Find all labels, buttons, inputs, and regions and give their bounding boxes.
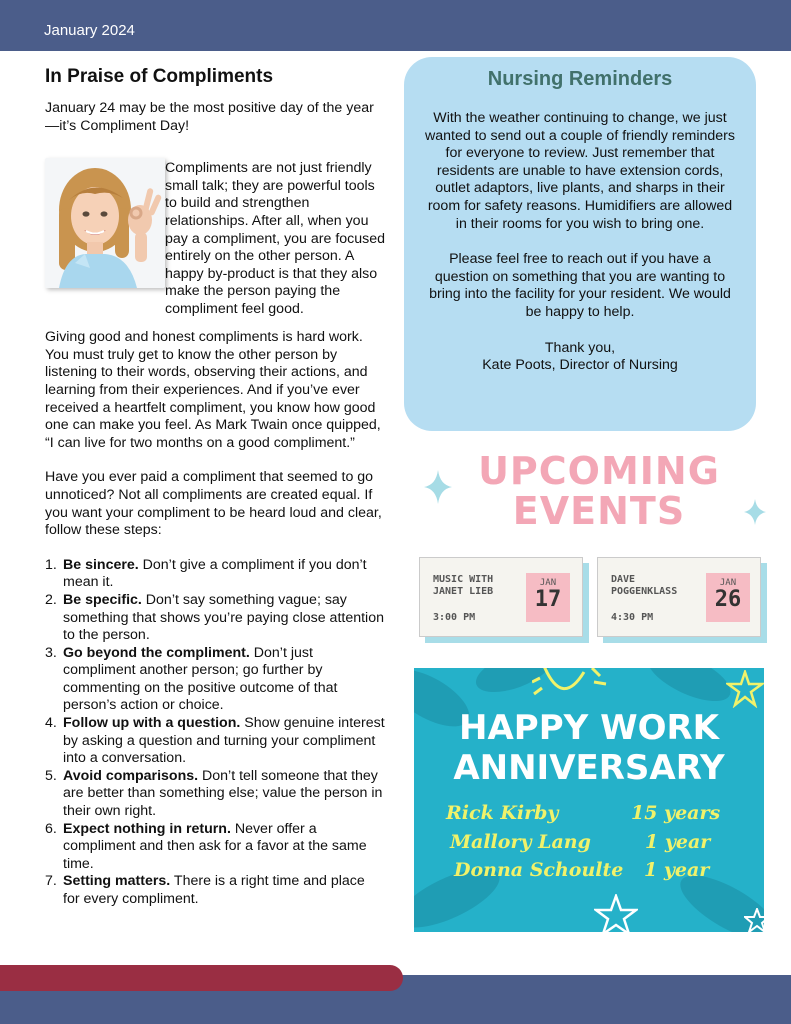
list-item (45, 557, 385, 592)
events-title-line1: UPCOMING (478, 449, 720, 493)
employee-years: 1 year (644, 859, 710, 881)
issue-date: January 2024 (44, 22, 135, 39)
upcoming-events-title (440, 451, 758, 531)
step-number: 2. (45, 591, 57, 608)
event-time: 3:00 PM (433, 612, 476, 623)
reminders-signoff (422, 340, 738, 375)
event-month: JAN (539, 578, 557, 588)
reminders-para-weather: With the weather continuing to change, we just wanted to send out a couple of friendly reminders for everyone to review. Just remember that residents are unable to have extension cords, outlet adaptors, live plants, and sharps in their room for safety reasons. Humidifiers are allowed in their rooms for you wish to bring one. (425, 110, 735, 232)
step-heading: Follow up with a question. (63, 715, 241, 732)
step-heading: Be specific. (63, 591, 142, 608)
event-name: DAVE POGGENKLASS (611, 574, 678, 597)
step-text: There is a right time and place for every compliment. (63, 873, 365, 907)
header-bar (0, 0, 791, 51)
employee-name: Rick Kirby (446, 802, 559, 824)
list-item (45, 768, 385, 821)
step-text: Don’t say something vague; say something that shows you’re paying close attention to the person. (63, 591, 384, 644)
reminders-title: Nursing Reminders (487, 68, 673, 90)
decorative-leaf (641, 668, 738, 711)
event-day: 26 (714, 587, 742, 612)
lightbulb-doodle-icon (532, 668, 612, 706)
step-heading: Be sincere. (63, 556, 139, 573)
employee-years: 1 year (645, 831, 711, 853)
employee-name: Mallory Lang (450, 831, 591, 853)
nursing-reminders-box (404, 57, 756, 431)
anniversary-title-line2: ANNIVERSARY (453, 748, 725, 788)
star-doodle-icon (594, 894, 638, 932)
step-text: Don’t give a compliment if you don’t mean it. (63, 556, 367, 591)
employee-name: Donna Schoulte (454, 859, 624, 881)
step-number: 1. (45, 556, 57, 573)
star-doodle-icon (744, 908, 764, 932)
step-number: 6. (45, 820, 57, 837)
event-day: 17 (534, 587, 562, 612)
article-para-steps-intro: Have you ever paid a compliment that seemed to go unnoticed? Not all compliments are created equal. If you want your compliment to be heard loud and clear, follow these steps: (45, 469, 382, 539)
list-item (45, 715, 385, 768)
event-card-music (419, 557, 583, 637)
event-date-badge (526, 573, 570, 622)
step-heading: Setting matters. (63, 873, 171, 890)
event-name: MUSIC WITH JANET LIEB (433, 574, 494, 597)
step-text: Don’t tell someone that they are better than something else; value the person in their own right. (63, 767, 383, 820)
compliments-article (45, 66, 385, 909)
article-para-honest: Giving good and honest compliments is hard work. You must truly get to know the other person by listening to their words, observing their actions, and learning from their experiences. And if you’ve ever received a heartfelt compliment, you know how good one can make you feel. As Mark Twain once quipped, “I can live for two months on a good compliment.” (45, 329, 381, 451)
work-anniversary-banner (414, 668, 764, 932)
step-number: 5. (45, 767, 57, 784)
step-number: 4. (45, 715, 57, 732)
reminders-closing: Thank you, (544, 339, 616, 356)
event-time: 4:30 PM (611, 612, 654, 623)
article-title: In Praise of Compliments (45, 66, 274, 87)
event-date-badge (706, 573, 750, 622)
reminders-signature: Kate Poots, Director of Nursing (482, 357, 678, 374)
events-title-line2: EVENTS (512, 489, 686, 533)
star-doodle-icon (726, 670, 764, 708)
list-item (45, 592, 385, 645)
step-heading: Avoid comparisons. (63, 767, 199, 784)
compliment-steps-list (45, 557, 385, 909)
event-card-dave (597, 557, 761, 637)
list-item (45, 645, 385, 715)
girl-ok-gesture-photo (45, 158, 165, 288)
step-heading: Expect nothing in return. (63, 820, 231, 837)
step-heading: Go beyond the compliment. (63, 644, 250, 661)
list-item (45, 821, 385, 874)
article-image-block (45, 152, 386, 317)
article-para-compliments: Compliments are not just friendly small talk; they are powerful tools to build and strengthen relationships. After all, when you pay a compliment, you are focused entirely on the other person. A happy by-product is that they also make the person paying the compliment feel good. (165, 160, 386, 317)
event-month: JAN (719, 578, 737, 588)
step-text: Don’t just compliment another person; go further by commenting on the positive outcome of that person’s action or choice. (63, 644, 338, 714)
step-number: 7. (45, 873, 57, 890)
employee-years: 15 years (631, 802, 721, 824)
article-intro: January 24 may be the most positive day of the year—it’s Compliment Day! (45, 100, 374, 134)
anniversary-title (414, 708, 764, 788)
step-number: 3. (45, 644, 57, 661)
step-text: Never offer a compliment and then ask for a favor at the same time. (63, 820, 367, 872)
anniversary-title-line1: HAPPY WORK (459, 708, 719, 748)
footer-accent-bar (0, 965, 403, 991)
list-item (45, 873, 385, 908)
step-text: Show genuine interest by asking a question and turning your compliment into a conversation. (63, 715, 385, 767)
reminders-para-contact: Please feel free to reach out if you have a question on something that you are wanting to bring into the facility for your resident. We would be happy to help. (429, 251, 731, 320)
